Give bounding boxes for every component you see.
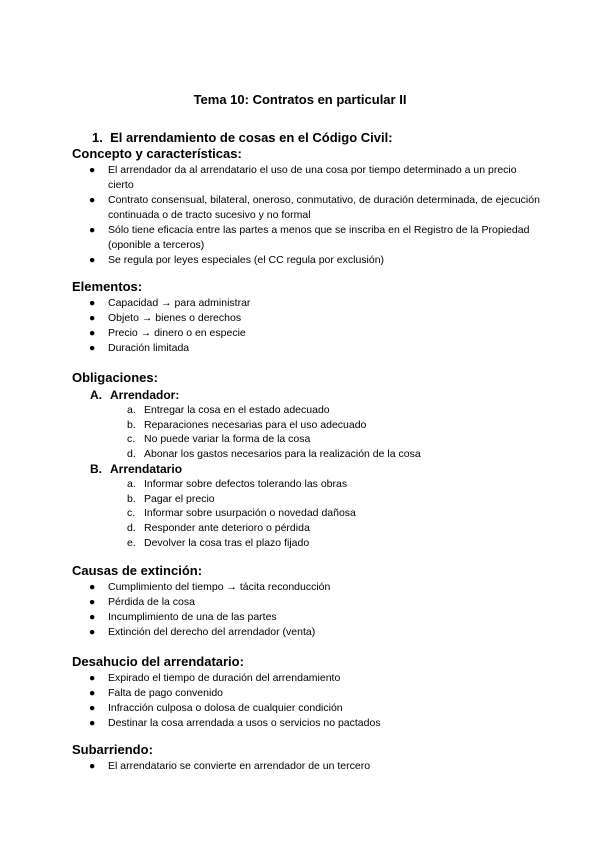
list-item: d. Abonar los gastos necesarios para la realización de la cosa <box>127 448 421 461</box>
list-item: ● Se regula por leyes especiales (el CC regula por exclusión) <box>89 254 385 266</box>
section-arrendamiento <box>72 130 542 268</box>
list-item: c. No puede variar la forma de la cosa <box>127 433 311 446</box>
section-elementos <box>72 279 542 356</box>
list-item: a. Informar sobre defectos tolerando las obras <box>127 477 348 490</box>
list-item: ● Precio → dinero o en especie <box>89 327 246 339</box>
list-item: ● Falta de pago convenido <box>89 687 224 699</box>
elementos-heading: Elementos: <box>72 279 143 294</box>
section-subarriendo <box>72 742 542 774</box>
list-item: ● Pérdida de la cosa <box>89 596 195 608</box>
list-item: ● Expirado el tiempo de duración del arrendamiento <box>89 672 341 684</box>
list-item: e. Devolver la cosa tras el plazo fijado <box>127 536 310 549</box>
arrendador-heading: A. Arrendador: <box>90 388 180 402</box>
list-item: ● El arrendatario se convierte en arrendador de un tercero <box>89 760 371 772</box>
list-item: ● Infracción culposa o dolosa de cualquier condición <box>89 702 343 714</box>
concepto-heading: Concepto y características: <box>72 146 242 161</box>
list-item: c. Informar sobre usurpación o novedad dañosa <box>127 507 356 520</box>
extincion-list <box>72 580 542 640</box>
list-item: ● Duración limitada <box>89 342 190 354</box>
list-item: a. Entregar la cosa en el estado adecuado <box>127 404 330 416</box>
list-item: ● Incumplimiento de una de las partes <box>89 611 277 623</box>
subarriendo-list <box>72 759 542 774</box>
elementos-list <box>72 296 542 356</box>
desahucio-heading: Desahucio del arrendatario: <box>72 654 244 669</box>
obligaciones-heading: Obligaciones: <box>72 370 158 385</box>
page-title: Tema 10: Contratos en particular II <box>193 92 407 107</box>
extincion-heading: Causas de extinción: <box>72 563 203 578</box>
section-desahucio <box>72 654 542 731</box>
concepto-list <box>72 163 542 268</box>
section-heading <box>92 130 542 146</box>
list-item: ● Sólo tiene eficacia entre las partes a menos que se inscriba en el Registro de la Propiedad (oponible a terceros) <box>89 224 530 251</box>
desahucio-list <box>72 671 542 731</box>
subarriendo-heading: Subarriendo: <box>72 742 153 757</box>
list-item: d. Responder ante deterioro o pérdida <box>127 521 310 534</box>
list-item: b. Reparaciones necesarias para el uso adecuado <box>127 418 367 431</box>
list-item: ● Cumplimiento del tiempo → tácita reconducción <box>89 581 331 593</box>
list-item: ● Objeto → bienes o derechos <box>89 312 242 324</box>
section-number: 1. <box>92 130 103 145</box>
section-obligaciones <box>72 370 542 550</box>
list-item: b. Pagar el precio <box>127 492 215 505</box>
list-item: ● Capacidad → para administrar <box>89 297 251 309</box>
arrendatario-heading: B. Arrendatario <box>90 461 183 476</box>
list-item: ● Destinar la cosa arrendada a usos o servicios no pactados <box>89 717 381 729</box>
section-extincion <box>72 563 542 640</box>
arrendador-list <box>72 403 542 462</box>
section-heading-text: El arrendamiento de cosas en el Código Civil: <box>110 130 393 145</box>
arrendatario-list <box>72 477 542 551</box>
list-item: ● Contrato consensual, bilateral, oneroso, conmutativo, de duración determinada, de ejecución continuada o de tracto sucesivo y no formal <box>89 194 540 221</box>
list-item: ● Extinción del derecho del arrendador (venta) <box>89 626 316 638</box>
list-item: ● El arrendador da al arrendatario el uso de una cosa por tiempo determinado a un precio cierto <box>89 164 517 191</box>
